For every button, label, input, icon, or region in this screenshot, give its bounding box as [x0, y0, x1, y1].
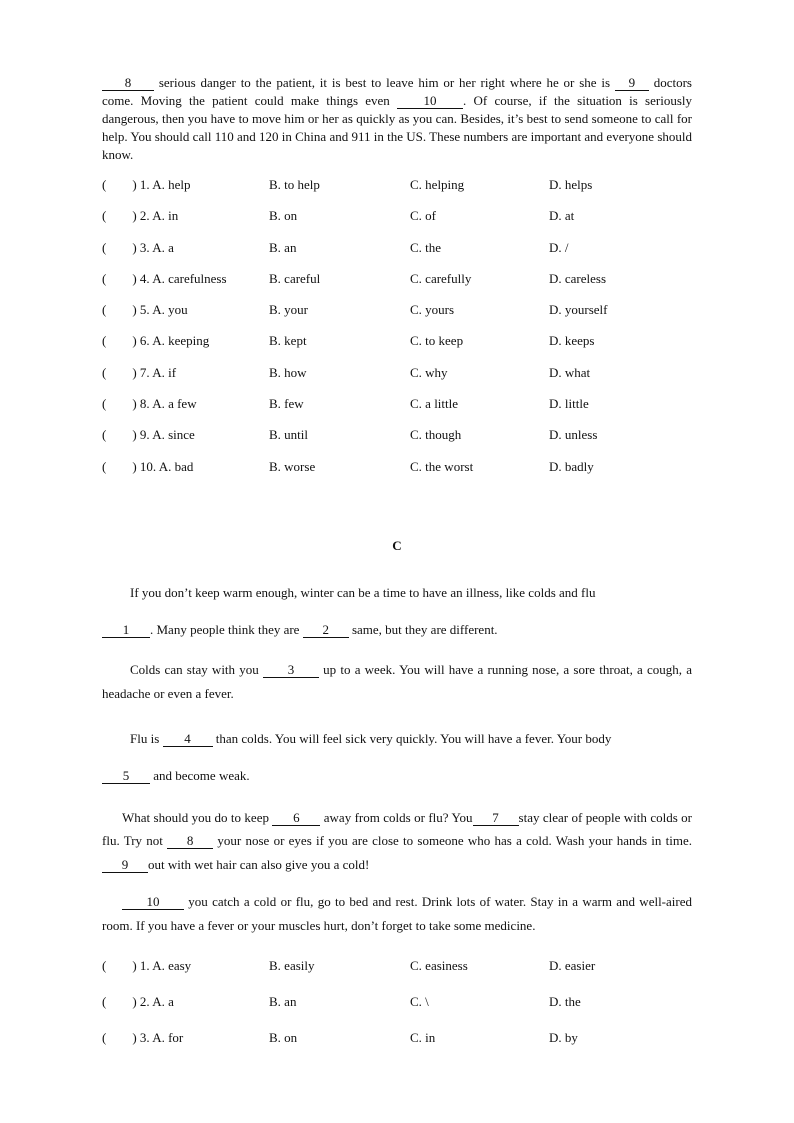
option-d: D. careless	[549, 270, 607, 286]
blank-10: 10	[397, 94, 463, 109]
blank-10: 10	[122, 895, 184, 910]
option-b: B. your	[269, 302, 308, 318]
blank-9: 9	[615, 76, 649, 91]
blank-7: 7	[473, 811, 519, 826]
question-row	[102, 365, 692, 396]
option-d: D. badly	[549, 458, 594, 474]
option-c: C. to keep	[410, 333, 464, 349]
passage-text: same, but they are different.	[348, 621, 498, 637]
option-b: B. how	[269, 364, 307, 380]
option-a: ( ) 3. A. a	[102, 239, 174, 255]
option-b: B. an	[269, 994, 297, 1010]
option-c: C. helping	[410, 177, 465, 192]
option-a: ( ) 7. A. if	[102, 364, 177, 380]
passage-c-paragraph-5	[102, 890, 692, 938]
option-c: C. a little	[410, 396, 459, 412]
option-d: D. yourself	[549, 302, 608, 318]
question-row	[102, 208, 692, 239]
question-row	[102, 396, 692, 427]
question-row	[102, 240, 692, 271]
question-row	[102, 1030, 692, 1066]
blank-6: 6	[272, 811, 320, 826]
option-b: B. an	[269, 239, 297, 255]
option-c: C. easiness	[410, 958, 468, 974]
option-b: B. to help	[269, 177, 320, 192]
option-a: ( ) 9. A. since	[102, 427, 195, 443]
option-a: ( ) 8. A. a few	[102, 396, 197, 412]
option-a: ( ) 4. A. carefulness	[102, 270, 227, 286]
option-d: D. little	[549, 396, 589, 412]
question-row	[102, 994, 692, 1030]
option-a: ( ) 2. A. in	[102, 208, 179, 224]
question-row	[102, 333, 692, 364]
option-d: D. helps	[549, 177, 593, 192]
blank-8: 8	[167, 834, 213, 849]
option-c: C. yours	[410, 302, 455, 318]
blank-3: 3	[263, 663, 319, 678]
question-row	[102, 302, 692, 333]
passage-text: and become weak.	[150, 767, 250, 783]
passage-text: What should you do to keep	[122, 809, 273, 825]
worksheet-page	[102, 74, 692, 1066]
passage-text: . Of course, if the situation is seriously dangerous, then you have to move him or her as quickly as you can. Besides, it’s best to send someone to call for help. You should call 110 and 120 in China and 911 in the US. These numbers are important and everyone should know.	[102, 93, 692, 162]
blank-4: 4	[163, 732, 213, 747]
question-row	[102, 177, 692, 208]
option-c: C. \	[410, 994, 429, 1010]
blank-5: 5	[102, 769, 150, 784]
option-b: B. kept	[269, 333, 307, 349]
passage-text: away from colds or flu? You	[320, 809, 473, 825]
option-a: ( ) 1. A. easy	[102, 958, 192, 974]
passage-b-tail	[102, 74, 692, 164]
option-d: D. easier	[549, 958, 596, 974]
option-b: B. careful	[269, 270, 321, 286]
option-c: C. though	[410, 427, 462, 443]
passage-text: If you don’t keep warm enough, winter can be a time to have an illness, like colds and flu	[130, 584, 596, 600]
option-c: C. the	[410, 239, 442, 255]
option-a: ( ) 6. A. keeping	[102, 333, 210, 349]
option-b: B. on	[269, 208, 298, 224]
option-a: ( ) 10. A. bad	[102, 458, 194, 474]
question-row	[102, 271, 692, 302]
blank-1: 1	[102, 623, 150, 638]
passage-text: . Many people think they are	[150, 621, 303, 637]
option-d: D. by	[549, 1030, 578, 1046]
blank-9: 9	[102, 858, 148, 873]
option-d: D. at	[549, 208, 575, 224]
passage-text: you catch a cold or flu, go to bed and rest. Drink lots of water. Stay in a warm and well-aired room. If you have a fever or your muscles hurt, don’t forget to take some medicine.	[102, 894, 692, 934]
question-row	[102, 958, 692, 994]
option-d: D. unless	[549, 427, 598, 443]
passage-text: stay clear of people with colds or flu. Try not	[102, 809, 692, 849]
option-a: ( ) 2. A. a	[102, 994, 174, 1010]
option-d: D. keeps	[549, 333, 595, 349]
passage-text: doctors come. Moving the patient could make things even	[102, 75, 692, 108]
passage-text: your nose or eyes if you are close to someone who has a cold. Wash your hands in time.	[213, 833, 692, 849]
option-a: ( ) 1. A. help	[102, 177, 191, 192]
passage-text: Flu is	[130, 730, 163, 746]
passage-c-paragraph-1	[102, 574, 692, 648]
option-b: B. on	[269, 1030, 298, 1046]
section-title: C	[392, 537, 402, 553]
option-c: C. in	[410, 1030, 436, 1046]
option-c: C. carefully	[410, 270, 472, 286]
blank-2: 2	[303, 623, 349, 638]
passage-c-paragraph-4	[102, 806, 692, 877]
questions-c	[102, 958, 692, 1066]
option-b: B. few	[269, 396, 304, 412]
passage-text: out with wet hair can also give you a cold!	[148, 856, 370, 872]
passage-text: up to a week. You will have a running nose, a sore throat, a cough, a headache or even a fever.	[102, 661, 693, 701]
option-a: ( ) 3. A. for	[102, 1030, 184, 1046]
option-a: ( ) 5. A. you	[102, 302, 188, 318]
passage-c-paragraph-3	[102, 720, 692, 794]
option-d: D. /	[549, 239, 569, 255]
option-b: B. easily	[269, 958, 315, 974]
passage-text: than colds. You will feel sick very quickly. You will have a fever. Your body	[212, 730, 612, 746]
option-b: B. worse	[269, 458, 316, 474]
option-b: B. until	[269, 427, 309, 443]
blank-8: 8	[102, 76, 154, 91]
question-row	[102, 427, 692, 458]
option-d: D. the	[549, 994, 581, 1010]
questions-b	[102, 177, 692, 490]
passage-c-paragraph-2	[102, 658, 692, 706]
passage-text: serious danger to the patient, it is best to leave him or her right where he or she is	[154, 75, 615, 90]
question-row	[102, 459, 692, 490]
option-c: C. the worst	[410, 458, 474, 474]
passage-text: Colds can stay with you	[130, 661, 263, 677]
option-c: C. of	[410, 208, 436, 224]
option-c: C. why	[410, 364, 448, 380]
option-d: D. what	[549, 364, 591, 380]
